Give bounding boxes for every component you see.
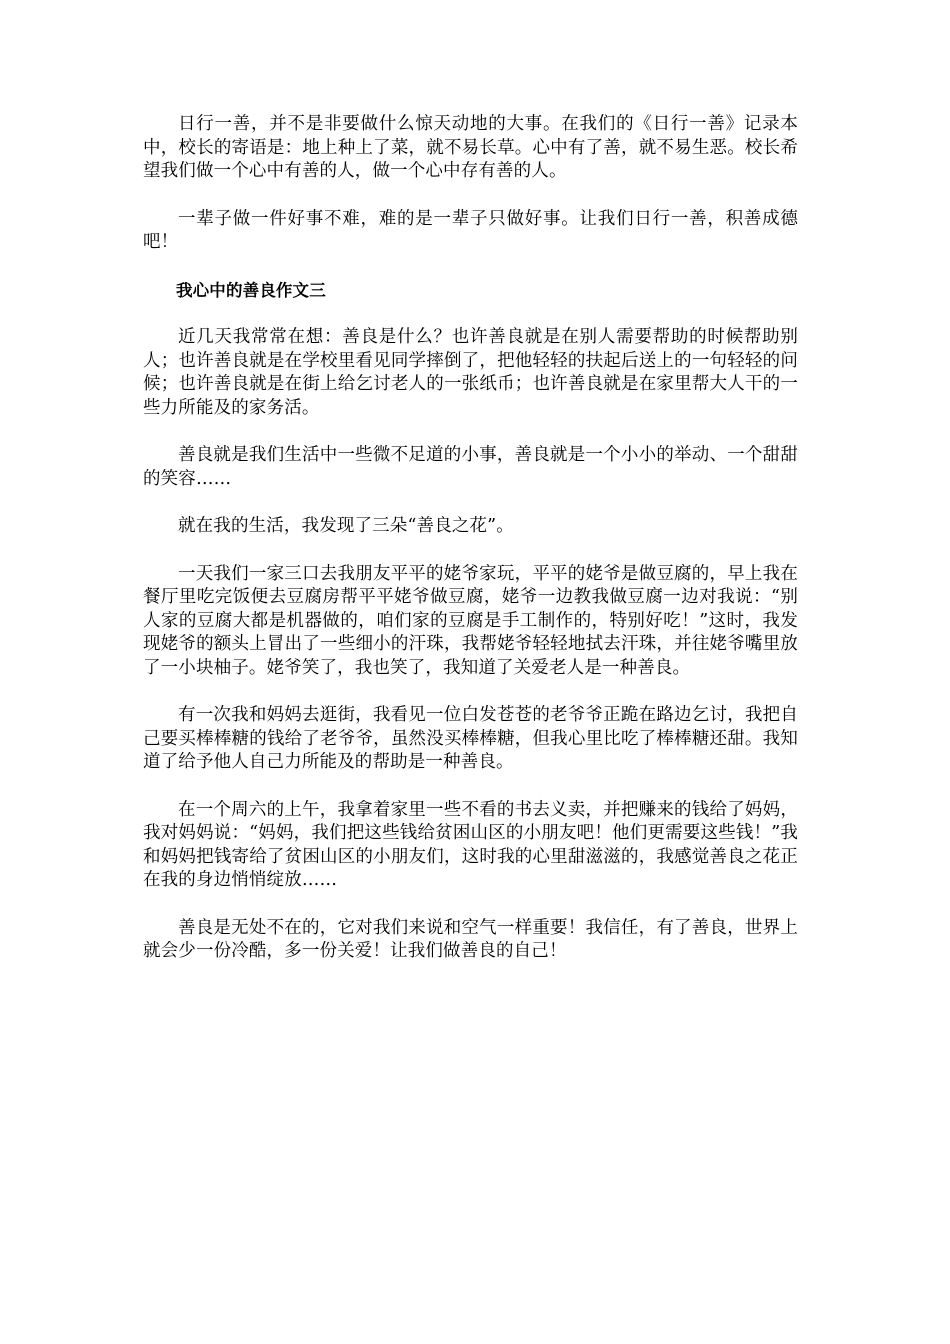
- paragraph-1: 日行一善，并不是非要做什么惊天动地的大事。在我们的《日行一善》记录本中，校长的寄语是：地上种上了菜，就不易长草。心中有了善，就不易生恶。校长希望我们做一个心中有善的人，做一个心中存有善的人。: [143, 114, 798, 181]
- paragraph-6: 一天我们一家三口去我朋友平平的姥爷家玩，平平的姥爷是做豆腐的，早上我在餐厅里吃完饭便去豆腐房帮平平姥爷做豆腐，姥爷一边教我做豆腐一边对我说：“别人家的豆腐大都是机器做的，咱们家的豆腐是手工制作的，特别好吃！”这时，我发现姥爷的额头上冒出了一些细小的汗珠，我帮姥爷轻轻地拭去汗珠，并往姥爷嘴里放了一小块柚子。姥爷笑了，我也笑了，我知道了关爱老人是一种善良。: [143, 563, 798, 678]
- paragraph-9: 善良是无处不在的，它对我们来说和空气一样重要！我信任，有了善良，世界上就会少一份冷酷，多一份关爱！让我们做善良的自己！: [143, 917, 798, 961]
- document-page: [143, 113, 798, 988]
- paragraph-7: 有一次我和妈妈去逛街，我看见一位白发苍苍的老爷爷正跪在路边乞讨，我把自己要买棒棒糖的钱给了老爷爷，虽然没买棒棒糖，但我心里比吃了棒棒糖还甜。我知道了给予他人自己力所能及的帮助是一种善良。: [143, 705, 798, 772]
- paragraph-5: 就在我的生活，我发现了三朵“善良之花”。: [178, 516, 514, 536]
- paragraph-4: 善良就是我们生活中一些微不足道的小事，善良就是一个小小的举动、一个甜甜的笑容……: [143, 445, 798, 489]
- paragraph-8: 在一个周六的上午，我拿着家里一些不看的书去义卖，并把赚来的钱给了妈妈，我对妈妈说：“妈妈，我们把这些钱给贫困山区的小朋友吧！他们更需要这些钱！”我和妈妈把钱寄给了贫困山区的小朋友们，这时我的心里甜滋滋的，我感觉善良之花正在我的身边悄悄绽放……: [143, 799, 798, 890]
- section-heading: 我心中的善良作文三: [176, 280, 326, 300]
- paragraph-3: 近几天我常常在想：善良是什么？也许善良就是在别人需要帮助的时候帮助别人；也许善良就是在学校里看见同学摔倒了，把他轻轻的扶起后送上的一句轻轻的问候；也许善良就是在街上给乞讨老人的一张纸币；也许善良就是在家里帮大人干的一些力所能及的家务活。: [143, 327, 798, 418]
- paragraph-2: 一辈子做一件好事不难，难的是一辈子只做好事。让我们日行一善，积善成德吧！: [143, 208, 798, 252]
